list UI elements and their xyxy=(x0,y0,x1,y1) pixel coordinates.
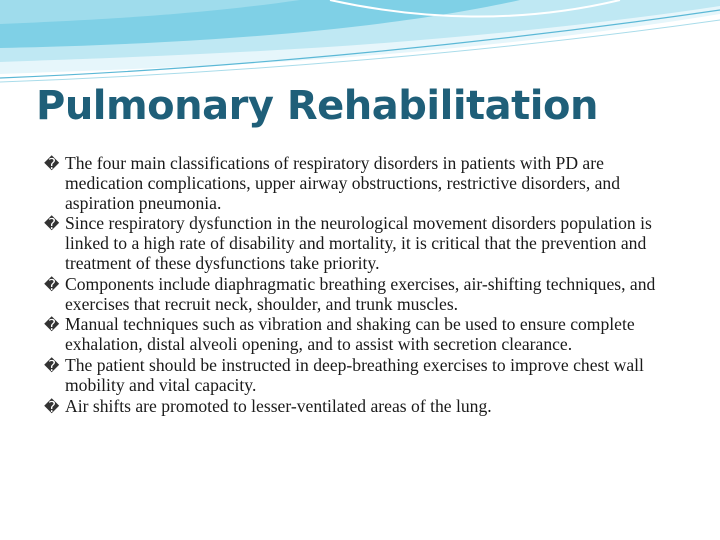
bullet-item xyxy=(44,275,684,315)
bullet-item xyxy=(44,154,684,213)
bullet-item xyxy=(44,397,684,417)
decorative-wave-header xyxy=(0,0,720,90)
bullet-item xyxy=(44,356,684,396)
bullet-marker-icon: � xyxy=(44,215,60,234)
bullet-item xyxy=(44,214,684,273)
bullet-text: Manual techniques such as vibration and shaking can be used to ensure complete exhalation, distal alveoli opening, and to assist with secretion clearance. xyxy=(65,314,635,355)
bullet-text: Air shifts are promoted to lesser-ventilated areas of the lung. xyxy=(65,395,492,416)
bullet-text: The four main classifications of respiratory disorders in patients with PD are medication complications, upper airway obstructions, restrictive disorders, and aspiration pneumonia. xyxy=(65,153,621,213)
bullet-text: Components include diaphragmatic breathing exercises, air-shifting techniques, and exercises that recruit neck, shoulder, and trunk muscles. xyxy=(65,273,656,314)
bullet-marker-icon: � xyxy=(44,316,60,335)
bullet-marker-icon: � xyxy=(44,275,60,294)
bullet-text: The patient should be instructed in deep-breathing exercises to improve chest wall mobility and vital capacity. xyxy=(65,354,644,395)
bullet-marker-icon: � xyxy=(44,356,60,375)
slide-title: Pulmonary Rehabilitation xyxy=(36,83,598,129)
bullet-list xyxy=(44,154,684,417)
bullet-text: Since respiratory dysfunction in the neurological movement disorders population is linked to a high rate of disability and mortality, it is critical that the prevention and treatment of these dysfunctions take priority. xyxy=(65,213,652,273)
bullet-marker-icon: � xyxy=(44,397,60,416)
bullet-marker-icon: � xyxy=(44,155,60,173)
bullet-item xyxy=(44,315,684,355)
